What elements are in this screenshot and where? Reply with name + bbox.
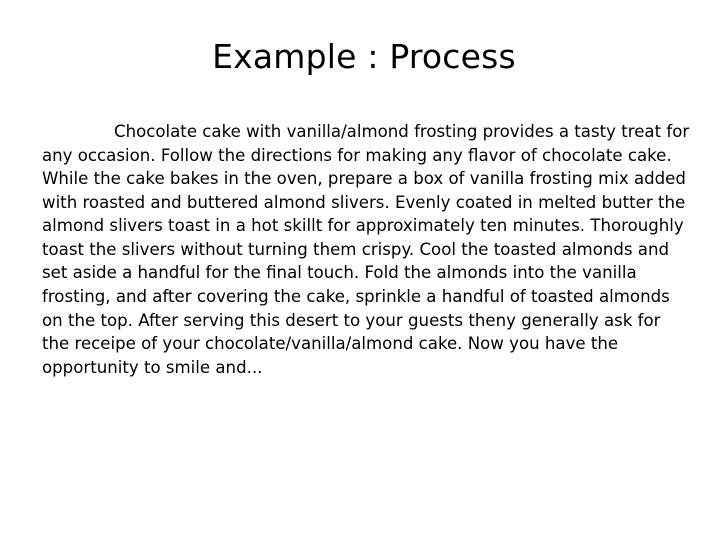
- body-paragraph: Chocolate cake with vanilla/almond frosting provides a tasty treat for any occasion. Follow the directions for making any flavor of chocolate cake. While the cake bakes in the oven, prepare a box of vanilla frosting mix added with roasted and buttered almond slivers. Evenly coated in melted butter the almond slivers toast in a hot skillt for approximately ten minutes. Thoroughly toast the slivers without turning them crispy. Cool the toasted almonds and set aside a handful for the final touch. Fold the almonds into the vanilla frosting, and after covering the cake, sprinkle a handful of toasted almonds on the top. After serving this desert to your guests theny generally ask for the receipe of your chocolate/vanilla/almond cake. Now you have the opportunity to smile and...: [42, 122, 690, 377]
- slide-body-text: [42, 120, 690, 379]
- page-title: Example : Process: [212, 37, 516, 76]
